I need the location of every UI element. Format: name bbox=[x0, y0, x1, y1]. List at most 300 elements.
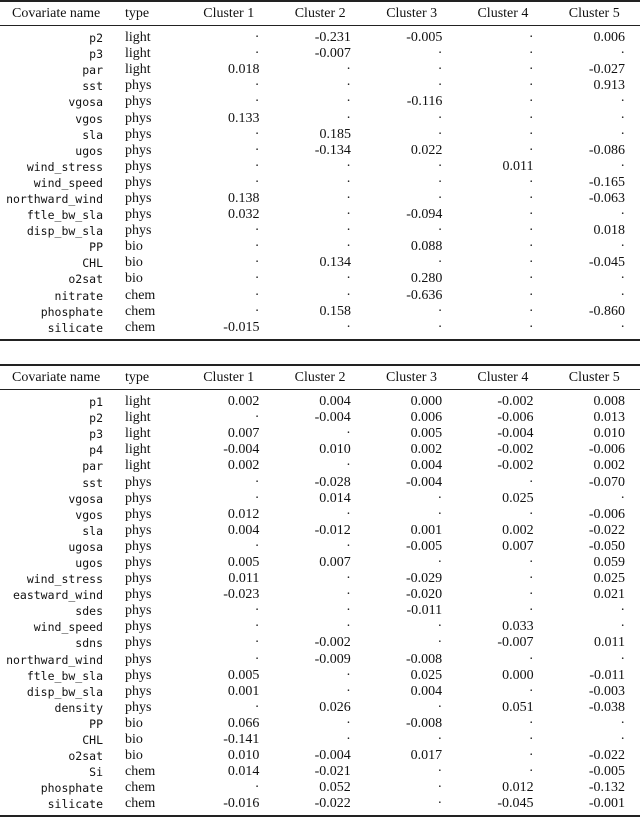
covariate-table-1 bbox=[0, 0, 640, 341]
cluster-3-cell: -0.020 bbox=[406, 587, 443, 603]
cluster-1-cell: · bbox=[254, 158, 260, 174]
cluster-2-cell: 0.052 bbox=[319, 780, 351, 796]
covariate-name-cell: CHL bbox=[82, 256, 103, 271]
cluster-2-cell: 0.134 bbox=[319, 255, 351, 271]
cluster-3-cell: · bbox=[437, 554, 443, 570]
cluster-1-cell: 0.018 bbox=[227, 62, 260, 78]
type-cell: bio bbox=[125, 271, 143, 287]
table-row bbox=[0, 78, 640, 94]
table-row bbox=[0, 390, 640, 411]
cluster-5-cell: · bbox=[620, 46, 625, 62]
covariate-name-cell: eastward_wind bbox=[12, 588, 103, 603]
cluster-3-cell: -0.011 bbox=[406, 603, 443, 619]
type-cell: phys bbox=[125, 94, 152, 110]
covariate-name-cell: vgos bbox=[75, 507, 103, 522]
cluster-2-cell: · bbox=[346, 619, 351, 635]
cluster-2-cell: · bbox=[346, 571, 351, 587]
cluster-5-cell: 0.913 bbox=[593, 78, 625, 94]
cluster-4-cell: 0.012 bbox=[502, 780, 534, 796]
cluster-4-cell: · bbox=[528, 603, 534, 619]
covariate-name-cell: wind_speed bbox=[33, 175, 103, 190]
cluster-3-cell: -0.008 bbox=[406, 651, 443, 667]
column-header-cluster-2: Cluster 2 bbox=[294, 5, 346, 21]
cluster-4-cell: · bbox=[528, 715, 534, 731]
table-row bbox=[0, 288, 640, 304]
table-row bbox=[0, 796, 640, 816]
cluster-4-cell: · bbox=[528, 255, 534, 271]
cluster-4-cell: · bbox=[528, 474, 534, 490]
cluster-5-cell: · bbox=[620, 126, 625, 142]
cluster-2-cell: -0.021 bbox=[314, 764, 351, 780]
cluster-4-cell: · bbox=[528, 190, 534, 206]
cluster-4-cell: · bbox=[528, 506, 534, 522]
cluster-1-cell: 0.014 bbox=[227, 764, 260, 780]
cluster-5-cell: 0.018 bbox=[593, 223, 625, 239]
type-cell: chem bbox=[125, 287, 156, 303]
cluster-3-cell: 0.002 bbox=[410, 442, 443, 458]
table-row bbox=[0, 304, 640, 320]
type-cell: phys bbox=[125, 110, 152, 126]
cluster-1-cell: · bbox=[254, 538, 260, 554]
table-row bbox=[0, 239, 640, 255]
type-cell: phys bbox=[125, 683, 152, 699]
type-cell: phys bbox=[125, 78, 152, 94]
cluster-3-cell: · bbox=[437, 635, 443, 651]
cluster-3-cell: 0.001 bbox=[410, 522, 443, 538]
cluster-3-cell: 0.025 bbox=[410, 667, 443, 683]
cluster-1-cell: 0.011 bbox=[228, 571, 260, 587]
cluster-5-cell: 0.059 bbox=[593, 554, 625, 570]
covariate-name-cell: wind_stress bbox=[26, 159, 103, 174]
cluster-2-cell: · bbox=[346, 458, 351, 474]
table-row bbox=[0, 255, 640, 271]
type-cell: phys bbox=[125, 142, 152, 158]
cluster-4-cell: · bbox=[528, 554, 534, 570]
type-cell: light bbox=[125, 46, 151, 62]
cluster-2-cell: · bbox=[346, 715, 351, 731]
covariate-name-cell: phosphate bbox=[40, 781, 103, 796]
cluster-2-cell: -0.231 bbox=[314, 30, 351, 46]
cluster-3-cell: -0.029 bbox=[406, 571, 443, 587]
cluster-2-cell: · bbox=[346, 667, 351, 683]
cluster-2-cell: · bbox=[346, 732, 351, 748]
cluster-1-cell: -0.023 bbox=[223, 587, 260, 603]
cluster-3-cell: · bbox=[437, 506, 443, 522]
cluster-5-cell: -0.132 bbox=[588, 780, 625, 796]
cluster-1-cell: · bbox=[254, 410, 260, 426]
cluster-2-cell: 0.026 bbox=[319, 699, 351, 715]
column-header-cluster-3: Cluster 3 bbox=[386, 5, 438, 21]
covariate-name-cell: sst bbox=[82, 475, 103, 490]
cluster-3-cell: -0.005 bbox=[406, 30, 443, 46]
covariate-name-cell: sla bbox=[82, 127, 103, 142]
table-row bbox=[0, 223, 640, 239]
cluster-5-cell: · bbox=[620, 158, 625, 174]
cluster-2-cell: -0.022 bbox=[314, 796, 351, 812]
covariate-name-cell: p2 bbox=[89, 411, 103, 426]
table-row bbox=[0, 635, 640, 651]
covariate-name-cell: p2 bbox=[89, 31, 103, 46]
covariate-name-cell: vgos bbox=[75, 111, 103, 126]
cluster-2-cell: · bbox=[346, 207, 351, 223]
cluster-3-cell: -0.094 bbox=[406, 207, 443, 223]
covariate-name-cell: CHL bbox=[82, 733, 103, 748]
table-row bbox=[0, 603, 640, 619]
covariate-name-cell: par bbox=[82, 63, 103, 78]
cluster-4-cell: · bbox=[528, 319, 534, 335]
cluster-5-cell: 0.021 bbox=[593, 587, 625, 603]
cluster-1-cell: 0.005 bbox=[227, 667, 260, 683]
type-cell: phys bbox=[125, 223, 152, 239]
cluster-2-cell: 0.014 bbox=[319, 490, 351, 506]
cluster-4-cell: · bbox=[528, 94, 534, 110]
type-cell: bio bbox=[125, 748, 143, 764]
cluster-1-cell: · bbox=[254, 142, 260, 158]
covariate-name-cell: par bbox=[82, 459, 103, 474]
cluster-4-cell: -0.002 bbox=[497, 394, 534, 410]
cluster-4-cell: · bbox=[528, 651, 534, 667]
table-row bbox=[0, 764, 640, 780]
cluster-4-cell: · bbox=[528, 764, 534, 780]
cluster-4-cell: · bbox=[528, 223, 534, 239]
table-row bbox=[0, 442, 640, 458]
covariate-name-cell: vgosa bbox=[68, 491, 103, 506]
covariate-name-cell: PP bbox=[89, 716, 103, 731]
cluster-4-cell: · bbox=[528, 174, 534, 190]
cluster-3-cell: · bbox=[437, 699, 443, 715]
cluster-5-cell: · bbox=[620, 619, 625, 635]
cluster-4-cell: · bbox=[528, 303, 534, 319]
table-row bbox=[0, 555, 640, 571]
covariate-name-cell: o2sat bbox=[68, 272, 103, 287]
cluster-5-cell: · bbox=[620, 94, 625, 110]
cluster-5-cell: · bbox=[620, 732, 625, 748]
cluster-3-cell: · bbox=[437, 319, 443, 335]
covariate-name-cell: phosphate bbox=[40, 304, 103, 319]
cluster-4-cell: · bbox=[528, 110, 534, 126]
cluster-5-cell: 0.006 bbox=[593, 30, 625, 46]
cluster-3-cell: · bbox=[437, 764, 443, 780]
type-cell: light bbox=[125, 30, 151, 46]
cluster-4-cell: · bbox=[528, 271, 534, 287]
table-row bbox=[0, 458, 640, 474]
type-cell: light bbox=[125, 458, 151, 474]
type-cell: phys bbox=[125, 474, 152, 490]
cluster-1-cell: · bbox=[254, 255, 260, 271]
cluster-5-cell: · bbox=[620, 271, 625, 287]
covariate-name-cell: p1 bbox=[89, 395, 103, 410]
cluster-2-cell: · bbox=[346, 110, 351, 126]
cluster-5-cell: -0.860 bbox=[588, 303, 625, 319]
cluster-5-cell: · bbox=[620, 239, 625, 255]
cluster-4-cell: -0.004 bbox=[497, 426, 534, 442]
cluster-2-cell: · bbox=[346, 190, 351, 206]
cluster-2-cell: · bbox=[346, 239, 351, 255]
cluster-4-cell: · bbox=[528, 62, 534, 78]
cluster-5-cell: -0.045 bbox=[588, 255, 625, 271]
cluster-2-cell: · bbox=[346, 587, 351, 603]
cluster-1-cell: · bbox=[254, 635, 260, 651]
type-cell: phys bbox=[125, 635, 152, 651]
type-cell: chem bbox=[125, 303, 156, 319]
type-cell: phys bbox=[125, 538, 152, 554]
cluster-1-cell: 0.133 bbox=[227, 110, 260, 126]
cluster-2-cell: · bbox=[346, 271, 351, 287]
covariate-name-cell: silicate bbox=[47, 320, 103, 335]
cluster-2-cell: -0.007 bbox=[314, 46, 351, 62]
cluster-1-cell: -0.015 bbox=[223, 319, 260, 335]
cluster-1-cell: 0.032 bbox=[227, 207, 260, 223]
cluster-3-cell: 0.004 bbox=[410, 458, 443, 474]
cluster-1-cell: -0.004 bbox=[223, 442, 260, 458]
cluster-5-cell: · bbox=[620, 207, 625, 223]
type-cell: phys bbox=[125, 490, 152, 506]
covariate-name-cell: ugos bbox=[75, 555, 103, 570]
cluster-5-cell: -0.006 bbox=[588, 506, 625, 522]
column-header-cluster-5: Cluster 5 bbox=[568, 369, 620, 385]
cluster-1-cell: 0.001 bbox=[227, 683, 260, 699]
cluster-4-cell: · bbox=[528, 46, 534, 62]
cluster-1-cell: 0.007 bbox=[227, 426, 260, 442]
cluster-4-cell: · bbox=[528, 30, 534, 46]
type-cell: phys bbox=[125, 158, 152, 174]
covariate-name-cell: disp_bw_sla bbox=[26, 224, 103, 239]
covariate-name-cell: nitrate bbox=[54, 288, 103, 303]
cluster-2-cell: · bbox=[346, 62, 351, 78]
cluster-4-cell: · bbox=[528, 683, 534, 699]
table-row bbox=[0, 271, 640, 287]
column-header-type: type bbox=[125, 369, 150, 385]
cluster-5-cell: -0.001 bbox=[588, 796, 625, 812]
cluster-4-cell: · bbox=[528, 287, 534, 303]
cluster-3-cell: 0.280 bbox=[410, 271, 443, 287]
cluster-4-cell: -0.002 bbox=[497, 442, 534, 458]
cluster-2-cell: · bbox=[346, 426, 351, 442]
column-header-covariate-name: Covariate name bbox=[12, 5, 101, 21]
cluster-4-cell: 0.051 bbox=[502, 699, 534, 715]
cluster-1-cell: 0.002 bbox=[227, 458, 260, 474]
type-cell: bio bbox=[125, 255, 143, 271]
cluster-1-cell: 0.010 bbox=[227, 748, 260, 764]
cluster-5-cell: -0.022 bbox=[588, 522, 625, 538]
cluster-5-cell: -0.005 bbox=[588, 764, 625, 780]
column-header-cluster-5: Cluster 5 bbox=[568, 5, 620, 21]
type-cell: phys bbox=[125, 190, 152, 206]
cluster-1-cell: · bbox=[254, 651, 260, 667]
cluster-2-cell: · bbox=[346, 538, 351, 554]
cluster-1-cell: -0.016 bbox=[223, 796, 260, 812]
cluster-3-cell: 0.022 bbox=[410, 142, 443, 158]
column-header-covariate-name: Covariate name bbox=[12, 369, 101, 385]
cluster-2-cell: 0.004 bbox=[319, 394, 351, 410]
covariate-name-cell: ftle_bw_sla bbox=[26, 208, 103, 223]
cluster-5-cell: · bbox=[620, 319, 625, 335]
cluster-4-cell: · bbox=[528, 748, 534, 764]
cluster-2-cell: · bbox=[346, 94, 351, 110]
covariate-name-cell: Si bbox=[89, 765, 103, 780]
cluster-3-cell: -0.116 bbox=[406, 94, 443, 110]
cluster-1-cell: 0.066 bbox=[227, 715, 260, 731]
cluster-2-cell: -0.012 bbox=[314, 522, 351, 538]
cluster-5-cell: -0.011 bbox=[589, 667, 625, 683]
covariate-name-cell: northward_wind bbox=[6, 652, 103, 667]
table-row bbox=[0, 716, 640, 732]
covariate-name-cell: sdns bbox=[75, 636, 103, 651]
cluster-4-cell: · bbox=[528, 207, 534, 223]
cluster-3-cell: 0.088 bbox=[410, 239, 443, 255]
cluster-4-cell: · bbox=[528, 571, 534, 587]
cluster-3-cell: · bbox=[437, 490, 443, 506]
cluster-4-cell: 0.002 bbox=[502, 522, 534, 538]
cluster-2-cell: · bbox=[346, 78, 351, 94]
cluster-2-cell: -0.004 bbox=[314, 748, 351, 764]
cluster-4-cell: -0.007 bbox=[497, 635, 534, 651]
cluster-3-cell: 0.006 bbox=[410, 410, 443, 426]
cluster-2-cell: -0.002 bbox=[314, 635, 351, 651]
cluster-1-cell: · bbox=[254, 474, 260, 490]
cluster-5-cell: -0.006 bbox=[588, 442, 625, 458]
cluster-2-cell: 0.007 bbox=[319, 554, 351, 570]
cluster-4-cell: -0.002 bbox=[497, 458, 534, 474]
cluster-1-cell: · bbox=[254, 223, 260, 239]
column-header-type: type bbox=[125, 5, 150, 21]
cluster-3-cell: · bbox=[437, 46, 443, 62]
column-header-cluster-1: Cluster 1 bbox=[203, 369, 255, 385]
covariate-name-cell: vgosa bbox=[68, 95, 103, 110]
table-row bbox=[0, 474, 640, 490]
covariate-name-cell: wind_stress bbox=[26, 572, 103, 587]
cluster-2-cell: · bbox=[346, 223, 351, 239]
cluster-5-cell: · bbox=[620, 651, 625, 667]
cluster-5-cell: -0.027 bbox=[588, 62, 625, 78]
table-row bbox=[0, 523, 640, 539]
cluster-3-cell: · bbox=[437, 780, 443, 796]
cluster-3-cell: · bbox=[437, 158, 443, 174]
cluster-1-cell: · bbox=[254, 239, 260, 255]
cluster-2-cell: -0.134 bbox=[314, 142, 351, 158]
cluster-3-cell: · bbox=[437, 303, 443, 319]
cluster-1-cell: · bbox=[254, 174, 260, 190]
type-cell: phys bbox=[125, 587, 152, 603]
type-cell: light bbox=[125, 426, 151, 442]
cluster-1-cell: · bbox=[254, 603, 260, 619]
type-cell: phys bbox=[125, 667, 152, 683]
cluster-4-cell: · bbox=[528, 142, 534, 158]
cluster-4-cell: · bbox=[528, 78, 534, 94]
cluster-3-cell: · bbox=[437, 223, 443, 239]
cluster-5-cell: -0.070 bbox=[588, 474, 625, 490]
covariate-name-cell: ugosa bbox=[68, 539, 103, 554]
cluster-1-cell: 0.005 bbox=[227, 554, 260, 570]
cluster-3-cell: 0.004 bbox=[410, 683, 443, 699]
column-header-cluster-3: Cluster 3 bbox=[386, 369, 437, 385]
cluster-3-cell: 0.017 bbox=[410, 748, 443, 764]
cluster-3-cell: · bbox=[437, 255, 443, 271]
type-cell: phys bbox=[125, 126, 152, 142]
table-row bbox=[0, 426, 640, 442]
covariate-name-cell: sdes bbox=[75, 604, 103, 619]
table-row bbox=[0, 780, 640, 796]
cluster-5-cell: -0.086 bbox=[588, 142, 625, 158]
table-row bbox=[0, 175, 640, 191]
cluster-5-cell: -0.003 bbox=[588, 683, 625, 699]
type-cell: bio bbox=[125, 715, 143, 731]
cluster-1-cell: 0.002 bbox=[227, 394, 260, 410]
cluster-2-cell: · bbox=[346, 319, 351, 335]
cluster-5-cell: -0.063 bbox=[588, 190, 625, 206]
cluster-3-cell: · bbox=[437, 62, 443, 78]
cluster-1-cell: · bbox=[254, 490, 260, 506]
cluster-3-cell: -0.004 bbox=[406, 474, 443, 490]
table-row bbox=[0, 410, 640, 426]
cluster-5-cell: -0.038 bbox=[588, 699, 625, 715]
cluster-2-cell: 0.185 bbox=[319, 126, 351, 142]
covariate-name-cell: disp_bw_sla bbox=[26, 684, 103, 699]
covariate-name-cell: p4 bbox=[89, 443, 103, 458]
type-cell: phys bbox=[125, 522, 152, 538]
type-cell: light bbox=[125, 62, 151, 78]
cluster-1-cell: · bbox=[254, 287, 260, 303]
type-cell: phys bbox=[125, 603, 152, 619]
cluster-3-cell: · bbox=[437, 126, 443, 142]
type-cell: chem bbox=[125, 319, 156, 335]
table-row bbox=[0, 587, 640, 603]
cluster-2-cell: -0.004 bbox=[314, 410, 351, 426]
cluster-3-cell: · bbox=[437, 619, 443, 635]
covariate-table-2 bbox=[0, 364, 640, 817]
table-row bbox=[0, 110, 640, 126]
cluster-4-cell: -0.045 bbox=[497, 796, 534, 812]
type-cell: chem bbox=[125, 764, 156, 780]
table-row bbox=[0, 26, 640, 47]
type-cell: phys bbox=[125, 207, 152, 223]
cluster-2-cell: · bbox=[346, 506, 351, 522]
cluster-3-cell: -0.008 bbox=[406, 715, 443, 731]
cluster-1-cell: · bbox=[254, 126, 260, 142]
table-row bbox=[0, 491, 640, 507]
cluster-5-cell: 0.011 bbox=[594, 635, 625, 651]
cluster-2-cell: -0.009 bbox=[314, 651, 351, 667]
table-row bbox=[0, 507, 640, 523]
table-row bbox=[0, 619, 640, 635]
table-row bbox=[0, 748, 640, 764]
cluster-3-cell: -0.636 bbox=[406, 287, 443, 303]
type-cell: phys bbox=[125, 506, 152, 522]
cluster-4-cell: 0.025 bbox=[502, 490, 534, 506]
cluster-3-cell: · bbox=[437, 174, 443, 190]
covariate-name-cell: sst bbox=[82, 79, 103, 94]
cluster-1-cell: · bbox=[254, 699, 260, 715]
cluster-1-cell: 0.012 bbox=[227, 506, 260, 522]
type-cell: bio bbox=[125, 732, 143, 748]
covariate-name-cell: ftle_bw_sla bbox=[26, 668, 103, 683]
header-row bbox=[0, 365, 640, 390]
cluster-5-cell: -0.022 bbox=[588, 748, 625, 764]
cluster-1-cell: · bbox=[254, 271, 260, 287]
cluster-1-cell: · bbox=[254, 780, 260, 796]
cluster-5-cell: · bbox=[620, 715, 625, 731]
cluster-3-cell: 0.005 bbox=[410, 426, 443, 442]
table-row bbox=[0, 94, 640, 110]
column-header-cluster-4: Cluster 4 bbox=[477, 5, 529, 21]
cluster-4-cell: 0.007 bbox=[502, 538, 534, 554]
table-row bbox=[0, 127, 640, 143]
covariate-name-cell: ugos bbox=[75, 143, 103, 158]
type-cell: phys bbox=[125, 619, 152, 635]
table-row bbox=[0, 668, 640, 684]
cluster-5-cell: -0.050 bbox=[588, 538, 625, 554]
cluster-2-cell: -0.028 bbox=[314, 474, 351, 490]
